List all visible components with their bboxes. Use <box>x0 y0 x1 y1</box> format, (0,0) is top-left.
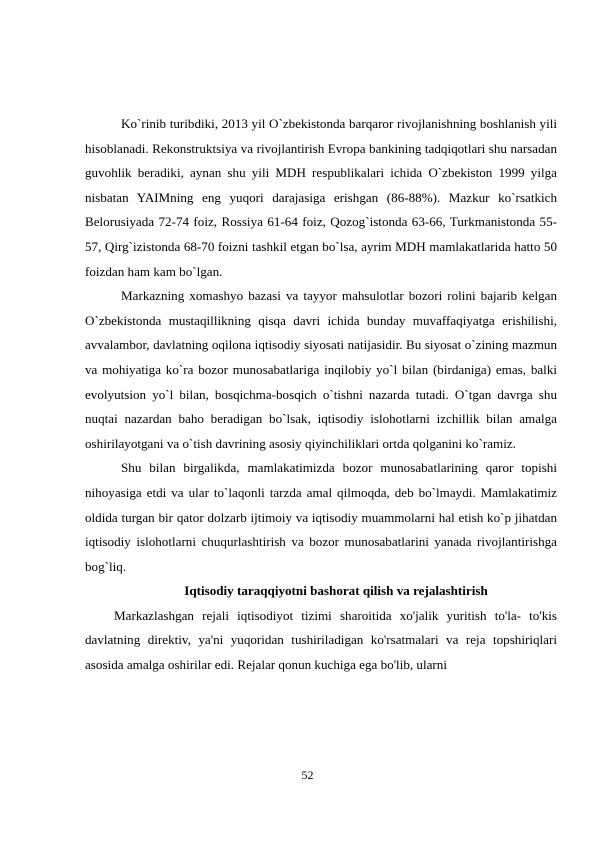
page-body <box>85 112 557 678</box>
page-number: 52 <box>301 768 314 782</box>
paragraph-market-relations: Shu bilan birgalikda, mamlakatimizda bozor munosabatlarining qaror topishi nihoyasiga etdi va ular to`laqonli tarzda amal qilmoqda, deb bo`lmaydi. Mamlakatimiz oldida turgan bir qator dolzarb ijtimoiy va iqtisodiy muammolarni hal etish ko`p jihatdan iqtisodiy islohotlarni chuqurlashtirish va bozor munosabatlarini yanada rivojlantirishga bog`liq. <box>85 460 557 574</box>
paragraph-growth-statistics: Ko`rinib turibdiki, 2013 yil O`zbekistonda barqaror rivojlanishning boshlanish yili hisoblanadi. Rekonstruktsiya va rivojlantirish Evropa bankining tadqiqotlari shu narsadan guvohlik beradiki, aynan shu yili MDH respublikalari ichida O`zbekiston 1999 yilga nisbatan YAIMning eng yuqori darajasiga erishgan (86-88%). Mazkur ko`rsatkich Belorusiyada 72-74 foiz, Rossiya 61-64 foiz, Qozog`istonda 63-66, Turkmanistonda 55-57, Qirg`izistonda 68-70 foizni tashkil etgan bo`lsa, ayrim MDH mamlakatlarida hatto 50 foizdan ham kam bo`lgan. <box>85 116 557 279</box>
paragraph-economic-policy: Markazning xomashyo bazasi va tayyor mahsulotlar bozori rolini bajarib kelgan O`zbekistonda mustaqillikning qisqa davri ichida bunday muvaffaqiyatga erishilishi, avvalambor, davlatning oqilona iqtisodiy siyosati natijasidir. Bu siyosat o`zining mazmun va mohiyatiga ko`ra bozor munosabatlariga inqilobiy yo`l bilan (birdaniga) emas, balki evolyutsion yo`l bilan, bosqichma-bosqich o`tishni nazarda tutadi. O`tgan davrga shu nuqtai nazardan baho beradigan bo`lsak, iqtisodiy islohotlarni izchillik bilan amalga oshirilayotgani va o`tish davrining asosiy qiyinchiliklari ortda qolganini ko`ramiz. <box>85 288 557 451</box>
paragraph-planned-economy: Markazlashgan rejali iqtisodiyot tizimi sharoitida xo'jalik yuritish to'la- to'kis davlatning direktiv, ya'ni yuqoridan tushiriladigan ko'rsatmalari va reja topshiriqlari asosida amalga oshirilar edi. Rejalar qonun kuchiga ega bo'lib, ularni <box>85 607 557 673</box>
section-heading: Iqtisodiy taraqqiyotni bashorat qilish va rejalashtirish <box>184 583 488 599</box>
